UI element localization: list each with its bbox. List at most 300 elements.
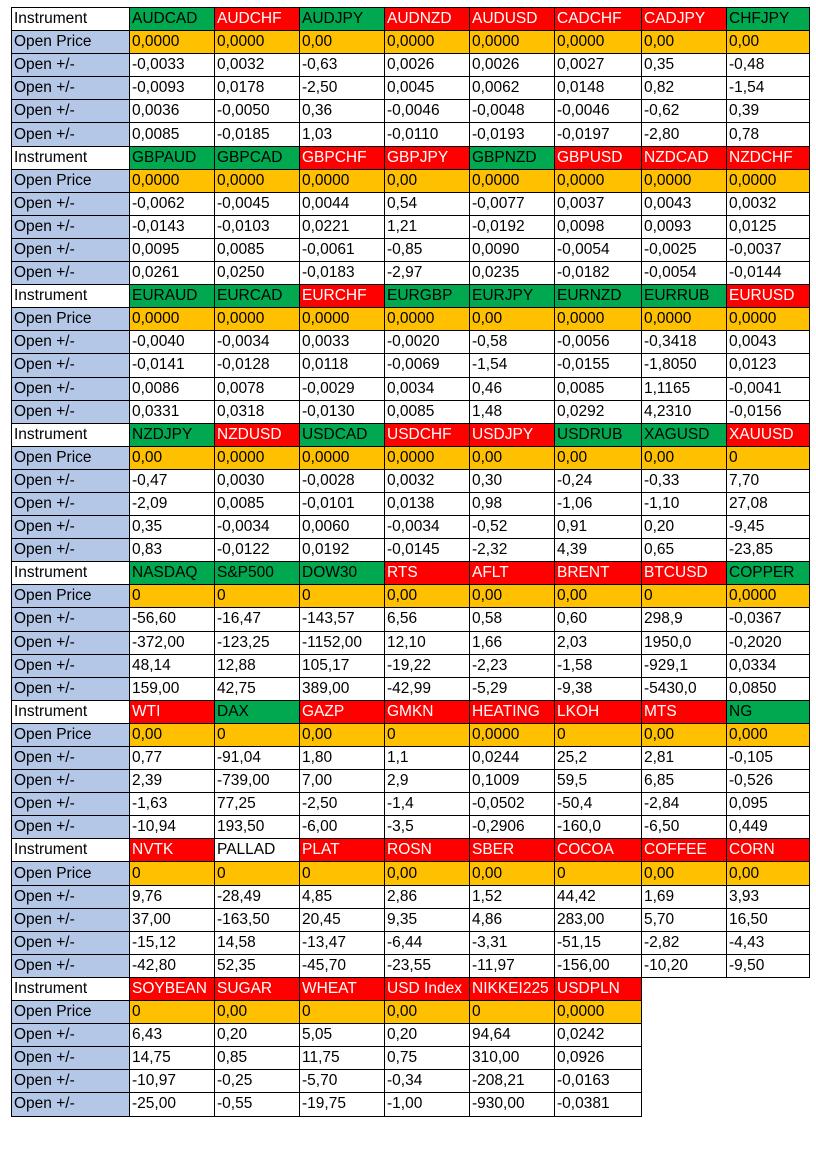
open-delta-cell: 0,0178 (215, 77, 300, 100)
open-delta-label: Open +/- (12, 954, 130, 977)
open-delta-cell: -0,58 (470, 331, 555, 354)
open-delta-cell: 4,2310 (642, 400, 727, 423)
instrument-name-cell: EURAUD (130, 285, 215, 308)
instrument-row (12, 977, 810, 1000)
instrument-name-cell: USDJPY (470, 423, 555, 446)
open-delta-cell: -0,0502 (470, 793, 555, 816)
open-delta-cell: -0,2906 (470, 816, 555, 839)
open-price-cell: 0,000 (727, 723, 810, 746)
open-price-cell: 0,00 (130, 446, 215, 469)
open-price-row (12, 31, 810, 54)
open-delta-label: Open +/- (12, 793, 130, 816)
open-delta-cell: 0,0148 (555, 77, 642, 100)
open-delta-cell: 1,48 (470, 400, 555, 423)
instrument-name-cell: AUDCAD (130, 8, 215, 31)
open-delta-cell: -0,0028 (300, 469, 385, 492)
instrument-name-cell: USDCHF (385, 423, 470, 446)
open-price-cell: 0,0000 (385, 31, 470, 54)
open-price-cell: 0,00 (300, 31, 385, 54)
open-price-cell: 0,0000 (470, 31, 555, 54)
open-delta-cell: -1,54 (470, 354, 555, 377)
open-delta-label: Open +/- (12, 492, 130, 515)
open-delta-cell: 0,0085 (130, 123, 215, 146)
open-delta-cell: 0,20 (385, 1024, 470, 1047)
open-price-cell: 0 (130, 585, 215, 608)
open-delta-cell: 7,70 (727, 469, 810, 492)
open-delta-row (12, 262, 810, 285)
open-delta-cell: -0,0381 (555, 1093, 642, 1116)
open-delta-row (12, 54, 810, 77)
open-delta-cell: 0,30 (470, 469, 555, 492)
open-delta-label: Open +/- (12, 747, 130, 770)
open-delta-row (12, 492, 810, 515)
open-delta-cell: 0,77 (130, 747, 215, 770)
instrument-row (12, 700, 810, 723)
open-delta-cell: -372,00 (130, 631, 215, 654)
open-delta-cell: -0,25 (215, 1070, 300, 1093)
open-delta-cell: -10,97 (130, 1070, 215, 1093)
instrument-name-cell: RTS (385, 562, 470, 585)
open-delta-cell: -0,0182 (555, 262, 642, 285)
open-delta-cell: -6,00 (300, 816, 385, 839)
open-delta-row (12, 331, 810, 354)
open-delta-cell: 5,05 (300, 1024, 385, 1047)
open-price-cell: 0 (385, 723, 470, 746)
open-price-cell: 0,00 (642, 31, 727, 54)
instrument-row (12, 562, 810, 585)
open-delta-cell: -0,52 (470, 516, 555, 539)
open-price-cell: 0,00 (385, 585, 470, 608)
instrument-name-cell: MTS (642, 700, 727, 723)
open-delta-cell: -0,0183 (300, 262, 385, 285)
instrument-name-cell: AFLT (470, 562, 555, 585)
open-delta-cell: 6,56 (385, 608, 470, 631)
open-delta-cell: 0,0261 (130, 262, 215, 285)
open-price-cell: 0 (215, 585, 300, 608)
open-price-cell: 0 (215, 862, 300, 885)
open-delta-cell: 0,0118 (300, 354, 385, 377)
open-delta-cell: 77,25 (215, 793, 300, 816)
open-price-cell: 0,0000 (555, 308, 642, 331)
open-delta-cell: -51,15 (555, 931, 642, 954)
open-delta-cell: 0,36 (300, 100, 385, 123)
open-delta-cell: -0,0156 (727, 400, 810, 423)
instrument-name-cell: AUDUSD (470, 8, 555, 31)
open-delta-cell: -2,50 (300, 793, 385, 816)
open-delta-cell: -1,54 (727, 77, 810, 100)
open-delta-cell: 42,75 (215, 677, 300, 700)
open-delta-cell: -16,47 (215, 608, 300, 631)
open-delta-row (12, 908, 810, 931)
open-delta-cell: -208,21 (470, 1070, 555, 1093)
open-price-cell: 0,00 (555, 446, 642, 469)
empty-cell (727, 1093, 810, 1116)
open-delta-row (12, 816, 810, 839)
instrument-name-cell: NVTK (130, 839, 215, 862)
open-delta-cell: -0,0062 (130, 192, 215, 215)
open-price-label: Open Price (12, 585, 130, 608)
open-price-row (12, 1001, 810, 1024)
instrument-name-cell: DOW30 (300, 562, 385, 585)
open-delta-cell: 7,00 (300, 770, 385, 793)
open-delta-cell: 0,0235 (470, 262, 555, 285)
instrument-name-cell: GBPCAD (215, 146, 300, 169)
open-delta-cell: -1,8050 (642, 354, 727, 377)
instrument-name-cell: S&P500 (215, 562, 300, 585)
open-price-cell: 0,00 (215, 1001, 300, 1024)
instrument-name-cell: NZDUSD (215, 423, 300, 446)
open-price-cell: 0,00 (385, 1001, 470, 1024)
open-delta-cell: 0,0060 (300, 516, 385, 539)
open-delta-cell: 0,91 (555, 516, 642, 539)
open-delta-cell: -0,0048 (470, 100, 555, 123)
open-delta-cell: -0,0192 (470, 215, 555, 238)
open-price-cell: 0,0000 (215, 308, 300, 331)
instrument-name-cell: XAGUSD (642, 423, 727, 446)
open-delta-cell: 0,35 (130, 516, 215, 539)
instrument-name-cell: EURGBP (385, 285, 470, 308)
open-delta-row (12, 1024, 810, 1047)
open-delta-row (12, 192, 810, 215)
open-delta-cell: -23,55 (385, 954, 470, 977)
open-price-cell: 0,00 (385, 862, 470, 885)
open-delta-cell: 0,0045 (385, 77, 470, 100)
open-delta-cell: 0,0095 (130, 238, 215, 261)
open-delta-label: Open +/- (12, 631, 130, 654)
open-delta-cell: 0,60 (555, 608, 642, 631)
open-delta-label: Open +/- (12, 1070, 130, 1093)
empty-cell (642, 1024, 727, 1047)
open-delta-cell: 0,20 (215, 1024, 300, 1047)
open-delta-cell: -0,0093 (130, 77, 215, 100)
open-delta-cell: -56,60 (130, 608, 215, 631)
open-delta-cell: 1,80 (300, 747, 385, 770)
instrument-name-cell: WTI (130, 700, 215, 723)
open-price-label: Open Price (12, 31, 130, 54)
open-delta-cell: -123,25 (215, 631, 300, 654)
open-delta-cell: 0,0032 (215, 54, 300, 77)
open-price-row (12, 446, 810, 469)
instrument-name-cell: EURUSD (727, 285, 810, 308)
open-delta-cell: 1950,0 (642, 631, 727, 654)
open-delta-cell: -0,0130 (300, 400, 385, 423)
open-delta-cell: -2,09 (130, 492, 215, 515)
open-delta-cell: -0,85 (385, 238, 470, 261)
open-delta-cell: -0,0103 (215, 215, 300, 238)
open-delta-cell: -91,04 (215, 747, 300, 770)
open-delta-cell: -163,50 (215, 908, 300, 931)
open-delta-cell: -0,0128 (215, 354, 300, 377)
open-price-label: Open Price (12, 446, 130, 469)
open-delta-cell: -1,63 (130, 793, 215, 816)
instrument-label: Instrument (12, 700, 130, 723)
instrument-row (12, 146, 810, 169)
open-delta-cell: -0,0041 (727, 377, 810, 400)
open-delta-cell: -0,0061 (300, 238, 385, 261)
open-delta-row (12, 100, 810, 123)
open-delta-cell: -0,0025 (642, 238, 727, 261)
open-delta-cell: -0,0037 (727, 238, 810, 261)
open-delta-cell: -1,10 (642, 492, 727, 515)
price-table (11, 7, 810, 1117)
instrument-row (12, 839, 810, 862)
open-delta-cell: -0,0193 (470, 123, 555, 146)
open-delta-cell: -0,47 (130, 469, 215, 492)
instrument-name-cell: NG (727, 700, 810, 723)
open-delta-label: Open +/- (12, 262, 130, 285)
open-delta-row (12, 1093, 810, 1116)
instrument-name-cell: BTCUSD (642, 562, 727, 585)
open-price-cell: 0,00 (470, 585, 555, 608)
open-delta-cell: 6,85 (642, 770, 727, 793)
price-table-body (12, 8, 810, 1117)
instrument-name-cell: GBPJPY (385, 146, 470, 169)
open-delta-cell: -1,06 (555, 492, 642, 515)
open-delta-cell: 0,0033 (300, 331, 385, 354)
open-price-cell: 0,00 (385, 169, 470, 192)
instrument-name-cell: SOYBEAN (130, 977, 215, 1000)
open-delta-cell: -19,22 (385, 654, 470, 677)
instrument-name-cell: CADJPY (642, 8, 727, 31)
open-delta-cell: -0,0050 (215, 100, 300, 123)
open-delta-cell: 159,00 (130, 677, 215, 700)
open-delta-cell: 48,14 (130, 654, 215, 677)
open-delta-cell: 0,0318 (215, 400, 300, 423)
open-delta-cell: -50,4 (555, 793, 642, 816)
open-price-cell: 0,0000 (300, 308, 385, 331)
open-delta-row (12, 954, 810, 977)
open-delta-cell: -1,4 (385, 793, 470, 816)
instrument-name-cell: USDCAD (300, 423, 385, 446)
empty-cell (642, 1070, 727, 1093)
open-price-cell: 0,0000 (470, 169, 555, 192)
instrument-name-cell: DAX (215, 700, 300, 723)
open-delta-cell: -0,0034 (215, 516, 300, 539)
open-delta-row (12, 77, 810, 100)
open-delta-cell: -0,0155 (555, 354, 642, 377)
open-price-cell: 0,0000 (555, 169, 642, 192)
open-delta-cell: 3,93 (727, 885, 810, 908)
open-delta-cell: 0,0221 (300, 215, 385, 238)
open-delta-row (12, 469, 810, 492)
open-delta-cell: -3,31 (470, 931, 555, 954)
empty-cell (727, 1070, 810, 1093)
open-delta-label: Open +/- (12, 654, 130, 677)
open-delta-cell: 1,66 (470, 631, 555, 654)
open-delta-label: Open +/- (12, 192, 130, 215)
open-price-cell: 0,0000 (727, 585, 810, 608)
open-price-cell: 0 (470, 1001, 555, 1024)
instrument-label: Instrument (12, 8, 130, 31)
open-price-cell: 0,00 (470, 446, 555, 469)
open-delta-cell: 0,0078 (215, 377, 300, 400)
open-delta-cell: 0,58 (470, 608, 555, 631)
open-price-cell: 0,0000 (727, 308, 810, 331)
open-price-cell: 0,00 (470, 308, 555, 331)
open-delta-cell: 0,0242 (555, 1024, 642, 1047)
open-delta-cell: 389,00 (300, 677, 385, 700)
open-delta-cell: 1,1 (385, 747, 470, 770)
open-delta-label: Open +/- (12, 77, 130, 100)
open-delta-label: Open +/- (12, 215, 130, 238)
instrument-name-cell: EURJPY (470, 285, 555, 308)
open-delta-label: Open +/- (12, 770, 130, 793)
open-delta-cell: -0,0144 (727, 262, 810, 285)
open-delta-cell: -0,2020 (727, 631, 810, 654)
open-price-cell: 0,0000 (470, 723, 555, 746)
open-delta-row (12, 770, 810, 793)
open-delta-cell: -5430,0 (642, 677, 727, 700)
open-delta-label: Open +/- (12, 885, 130, 908)
instrument-name-cell: PALLAD (215, 839, 300, 862)
open-delta-cell: 0,0086 (130, 377, 215, 400)
open-price-row (12, 169, 810, 192)
open-delta-cell: 0,39 (727, 100, 810, 123)
open-delta-cell: -9,45 (727, 516, 810, 539)
open-delta-cell: -0,0069 (385, 354, 470, 377)
open-delta-cell: -0,0197 (555, 123, 642, 146)
open-price-cell: 0,0000 (215, 31, 300, 54)
open-delta-cell: 105,17 (300, 654, 385, 677)
instrument-name-cell: GMKN (385, 700, 470, 723)
open-delta-row (12, 608, 810, 631)
open-delta-cell: 0,0334 (727, 654, 810, 677)
open-delta-cell: 0,0034 (385, 377, 470, 400)
open-delta-cell: -0,0040 (130, 331, 215, 354)
open-delta-cell: -2,23 (470, 654, 555, 677)
open-price-cell: 0,0000 (555, 31, 642, 54)
open-delta-cell: 0,85 (215, 1047, 300, 1070)
instrument-name-cell: AUDCHF (215, 8, 300, 31)
open-price-cell: 0,0000 (727, 169, 810, 192)
open-delta-cell: -1,00 (385, 1093, 470, 1116)
instrument-name-cell: GBPNZD (470, 146, 555, 169)
empty-cell (642, 1047, 727, 1070)
empty-cell (727, 977, 810, 1000)
open-delta-cell: 11,75 (300, 1047, 385, 1070)
open-delta-cell: 9,35 (385, 908, 470, 931)
open-price-cell: 0,0000 (130, 308, 215, 331)
instrument-name-cell: NIKKEI225 (470, 977, 555, 1000)
open-price-cell: 0,0000 (215, 169, 300, 192)
open-delta-cell: 0,0032 (385, 469, 470, 492)
open-delta-cell: -930,00 (470, 1093, 555, 1116)
open-delta-cell: -0,34 (385, 1070, 470, 1093)
open-price-cell: 0,0000 (130, 169, 215, 192)
open-delta-cell: -13,47 (300, 931, 385, 954)
open-delta-cell: -10,94 (130, 816, 215, 839)
open-delta-row (12, 1047, 810, 1070)
open-price-row (12, 308, 810, 331)
open-price-label: Open Price (12, 723, 130, 746)
open-delta-label: Open +/- (12, 331, 130, 354)
open-delta-row (12, 631, 810, 654)
open-price-cell: 0,00 (300, 723, 385, 746)
open-delta-cell: -0,0034 (215, 331, 300, 354)
open-price-cell: 0 (130, 1001, 215, 1024)
instrument-label: Instrument (12, 423, 130, 446)
open-price-row (12, 585, 810, 608)
instrument-label: Instrument (12, 977, 130, 1000)
open-delta-cell: -0,105 (727, 747, 810, 770)
open-delta-cell: -0,55 (215, 1093, 300, 1116)
open-delta-label: Open +/- (12, 1093, 130, 1116)
open-price-cell: 0,00 (470, 862, 555, 885)
instrument-name-cell: AUDNZD (385, 8, 470, 31)
open-delta-cell: -0,0110 (385, 123, 470, 146)
open-delta-cell: 4,86 (470, 908, 555, 931)
instrument-row (12, 8, 810, 31)
open-delta-label: Open +/- (12, 354, 130, 377)
open-delta-cell: 20,45 (300, 908, 385, 931)
open-delta-cell: -0,0101 (300, 492, 385, 515)
open-delta-cell: 27,08 (727, 492, 810, 515)
open-delta-label: Open +/- (12, 608, 130, 631)
open-delta-cell: 0,0085 (385, 400, 470, 423)
open-delta-cell: 4,39 (555, 539, 642, 562)
open-delta-row (12, 516, 810, 539)
open-delta-cell: 0,35 (642, 54, 727, 77)
empty-cell (642, 1001, 727, 1024)
instrument-name-cell: USDRUB (555, 423, 642, 446)
open-delta-cell: -143,57 (300, 608, 385, 631)
open-price-cell: 0,0000 (642, 169, 727, 192)
open-price-label: Open Price (12, 862, 130, 885)
open-delta-cell: 0,0926 (555, 1047, 642, 1070)
open-price-cell: 0,0000 (385, 308, 470, 331)
open-delta-cell: -0,63 (300, 54, 385, 77)
instrument-name-cell: SBER (470, 839, 555, 862)
instrument-name-cell: EURRUB (642, 285, 727, 308)
open-delta-label: Open +/- (12, 400, 130, 423)
instrument-name-cell: COPPER (727, 562, 810, 585)
open-delta-cell: -10,20 (642, 954, 727, 977)
open-price-cell: 0 (130, 862, 215, 885)
instrument-row (12, 285, 810, 308)
open-delta-label: Open +/- (12, 238, 130, 261)
open-delta-cell: 283,00 (555, 908, 642, 931)
open-delta-cell: -6,50 (642, 816, 727, 839)
instrument-name-cell: SUGAR (215, 977, 300, 1000)
open-delta-cell: 0,0850 (727, 677, 810, 700)
empty-cell (727, 1047, 810, 1070)
instrument-row (12, 423, 810, 446)
open-price-cell: 0,00 (727, 31, 810, 54)
open-delta-cell: 25,2 (555, 747, 642, 770)
instrument-name-cell: CORN (727, 839, 810, 862)
open-delta-cell: 0,65 (642, 539, 727, 562)
open-delta-cell: 1,1165 (642, 377, 727, 400)
open-delta-cell: 0,82 (642, 77, 727, 100)
instrument-name-cell: GBPAUD (130, 146, 215, 169)
open-delta-cell: 0,0030 (215, 469, 300, 492)
empty-cell (727, 1001, 810, 1024)
instrument-name-cell: NZDCAD (642, 146, 727, 169)
open-delta-cell: 9,76 (130, 885, 215, 908)
open-delta-cell: 0,0085 (215, 238, 300, 261)
open-delta-cell: 298,9 (642, 608, 727, 631)
open-delta-row (12, 123, 810, 146)
open-delta-cell: 0,0044 (300, 192, 385, 215)
open-delta-cell: 0,0098 (555, 215, 642, 238)
open-delta-cell: 0,095 (727, 793, 810, 816)
open-delta-cell: -0,0046 (555, 100, 642, 123)
open-delta-cell: -25,00 (130, 1093, 215, 1116)
open-delta-cell: -2,32 (470, 539, 555, 562)
open-delta-cell: -0,0020 (385, 331, 470, 354)
open-delta-cell: 44,42 (555, 885, 642, 908)
open-delta-cell: 0,0043 (727, 331, 810, 354)
